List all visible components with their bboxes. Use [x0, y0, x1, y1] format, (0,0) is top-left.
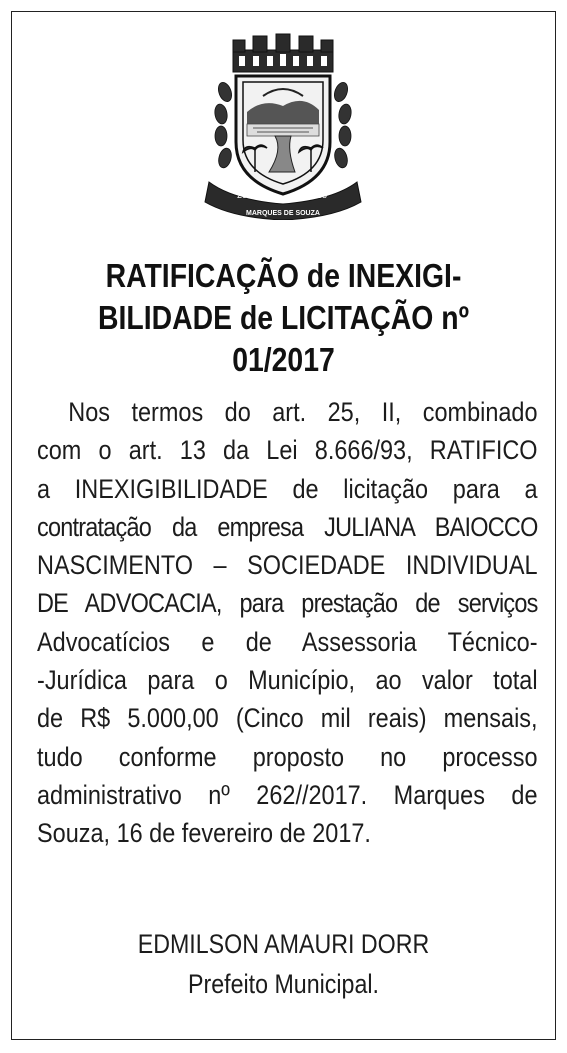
- document-body: [37, 393, 538, 853]
- body-line-12: Souza, 16 de fevereiro de 2017.: [37, 818, 371, 849]
- seal-date-right: 1965: [307, 190, 328, 200]
- body-line-9: de R$ 5.000,00 (Cinco mil reais) mensais,: [37, 703, 538, 734]
- signatory-name: EDMILSON AMAURI DORR: [137, 929, 430, 959]
- body-line-4: contratação da empresa JULIANA BAIOCCO: [37, 511, 538, 542]
- body-line-8: -Jurídica para o Município, ao valor total: [37, 665, 538, 696]
- seal-motto: MARQUES DE SOUZA: [246, 210, 320, 217]
- body-line-6: DE ADVOCACIA, para prestação de serviços: [37, 588, 538, 619]
- body-line-11: administrativo nº 262//2017. Marques de: [37, 779, 538, 810]
- body-line-5: NASCIMENTO – SOCIEDADE INDIVIDUAL: [37, 550, 538, 581]
- body-line-10: tudo conforme proposto no processo: [37, 741, 538, 772]
- document-title: [65, 255, 501, 381]
- body-line-2: com o art. 13 da Lei 8.666/93, RATIFICO: [37, 435, 538, 466]
- body-line-1: Nos termos do art. 25, II, combinado: [68, 397, 538, 427]
- body-line-7: Advocatícios e de Assessoria Técnico-: [37, 626, 538, 657]
- signature-block: [0, 924, 567, 1004]
- title-line-3: 01/2017: [232, 341, 335, 378]
- title-line-1: RATIFICAÇÃO de INEXIGI-: [105, 257, 462, 294]
- body-line-3: a INEXIGIBILIDADE de licitação para a: [37, 473, 538, 504]
- municipal-coat-of-arms-icon: [203, 32, 363, 220]
- signatory-role: Prefeito Municipal.: [187, 969, 380, 999]
- seal-date-left: 28-12: [237, 190, 261, 200]
- title-line-2: BILIDADE de LICITAÇÃO nº: [98, 299, 469, 336]
